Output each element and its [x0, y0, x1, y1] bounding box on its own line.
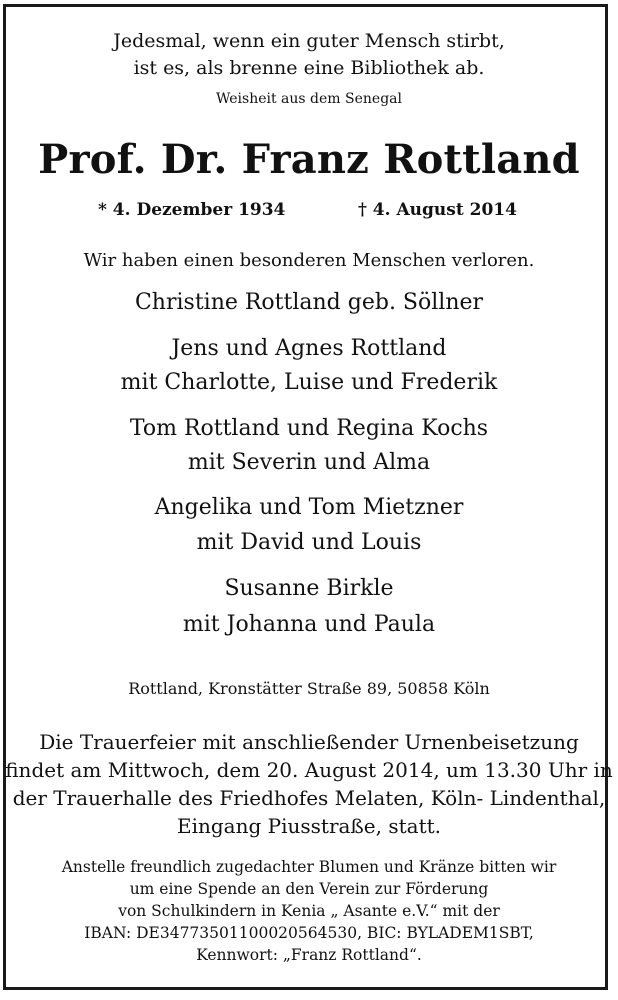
- donation-line: Kennwort: „Franz Rottland“.: [196, 946, 422, 964]
- mourner-line: mit David und Louis: [196, 530, 422, 555]
- deceased-name: Prof. Dr. Franz Rottland: [38, 136, 580, 183]
- quote-line-1: Jedesmal, wenn ein guter Mensch stirbt,: [113, 30, 505, 52]
- donation-line: IBAN: DE34773501100020564530, BIC: BYLADEM1SBT,: [84, 924, 534, 942]
- ceremony-line: der Trauerhalle des Friedhofes Melaten, Köln- Lindenthal,: [12, 786, 606, 810]
- mourner-line: Angelika und Tom Mietzner: [154, 495, 464, 520]
- birth-date: * 4. Dezember 1934: [98, 200, 286, 220]
- ceremony-line: Die Trauerfeier mit anschließender Urnenbeisetzung: [39, 730, 579, 754]
- family-address: Rottland, Kronstätter Straße 89, 50858 Köln: [128, 679, 490, 698]
- quote-source: Weisheit aus dem Senegal: [216, 91, 402, 107]
- donation-line: Anstelle freundlich zugedachter Blumen und Kränze bitten wir: [61, 858, 557, 876]
- mourner-line: mit Severin und Alma: [187, 450, 431, 475]
- donation-line: um eine Spende an den Verein zur Förderung: [129, 880, 489, 898]
- mourner-line: Jens und Agnes Rottland: [171, 336, 447, 361]
- mourner-line: Tom Rottland und Regina Kochs: [129, 416, 489, 441]
- ceremony-line: Eingang Piusstraße, statt.: [177, 814, 441, 838]
- mourners-intro: Wir haben einen besonderen Menschen verloren.: [83, 250, 535, 271]
- quote-line-2: ist es, als brenne eine Bibliothek ab.: [133, 57, 485, 79]
- mourner-line: Susanne Birkle: [224, 576, 394, 601]
- death-date: † 4. August 2014: [358, 200, 517, 220]
- ceremony-line: findet am Mittwoch, dem 20. August 2014, um 13.30 Uhr in: [5, 758, 613, 782]
- mourner-line: mit Johanna und Paula: [182, 612, 436, 637]
- mourner-line: mit Charlotte, Luise und Frederik: [120, 370, 498, 395]
- donation-line: von Schulkindern in Kenia „ Asante e.V.“ mit der: [118, 902, 500, 920]
- mourner-line: Christine Rottland geb. Söllner: [134, 290, 484, 315]
